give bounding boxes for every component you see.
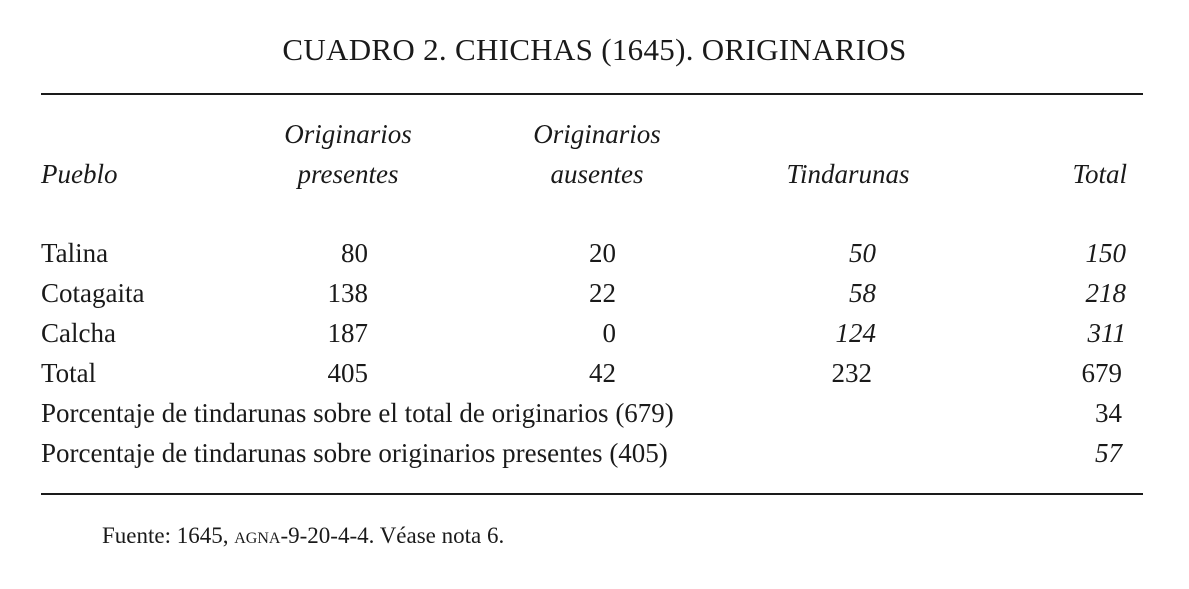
row-talina-presentes: 80 (341, 238, 368, 268)
table-title: CUADRO 2. CHICHAS (1645). ORIGINARIOS (282, 32, 907, 67)
row-talina-ausentes: 20 (589, 238, 616, 268)
row-calcha-tindarunas: 124 (835, 318, 876, 348)
percentage-value-total: 34 (1095, 398, 1122, 428)
row-calcha-total: 311 (1087, 318, 1126, 348)
row-total-ausentes: 42 (589, 358, 616, 388)
row-calcha-presentes: 187 (327, 318, 368, 348)
header-ausentes-line1: Originarios (533, 119, 661, 149)
header-pueblo-text: Pueblo (41, 159, 118, 189)
header-originarios-ausentes (497, 114, 697, 194)
header-tindarunas-text: Tindarunas (786, 159, 910, 189)
row-cotagaita-ausentes: 22 (589, 278, 616, 308)
source-prefix: Fuente: 1645, (102, 523, 235, 548)
row-cotagaita-presentes: 138 (327, 278, 368, 308)
header-total-text: Total (1072, 159, 1127, 189)
header-total (1000, 154, 1127, 194)
percentage-value-presentes: 57 (1095, 438, 1122, 468)
top-rule (41, 93, 1143, 95)
row-calcha-pueblo: Calcha (41, 318, 116, 348)
row-total-total: 679 (1081, 358, 1122, 388)
header-pueblo (41, 154, 117, 194)
header-ausentes-line2: ausentes (550, 159, 644, 189)
row-total-pueblo: Total (41, 358, 97, 388)
row-talina-total: 150 (1085, 238, 1126, 268)
source-archive: agna (234, 523, 281, 548)
row-talina-pueblo: Talina (41, 238, 109, 268)
source-note (102, 520, 504, 552)
percentage-label-total: Porcentaje de tindarunas sobre el total de originarios (679) (41, 398, 674, 428)
row-cotagaita-total: 218 (1085, 278, 1126, 308)
row-talina-tindarunas: 50 (849, 238, 876, 268)
header-tindarunas (748, 154, 948, 194)
row-total-tindarunas: 232 (831, 358, 872, 388)
row-cotagaita-tindarunas: 58 (849, 278, 876, 308)
row-cotagaita-pueblo: Cotagaita (41, 278, 145, 308)
source-suffix: -9-20-4-4. Véase nota 6. (280, 523, 505, 548)
percentage-label-presentes: Porcentaje de tindarunas sobre originarios presentes (405) (41, 438, 668, 468)
row-calcha-ausentes: 0 (602, 318, 616, 348)
header-originarios-presentes (248, 114, 448, 194)
header-presentes-line2: presentes (297, 159, 399, 189)
header-presentes-line1: Originarios (284, 119, 412, 149)
row-total-presentes: 405 (327, 358, 368, 388)
bottom-rule (41, 493, 1143, 495)
